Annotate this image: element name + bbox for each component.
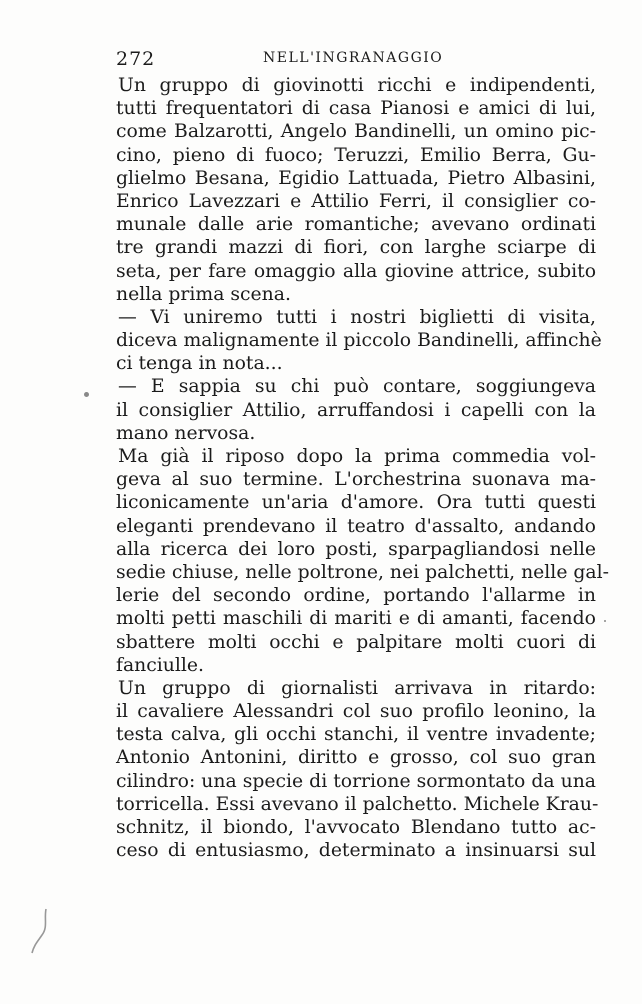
page-header: [116, 48, 596, 72]
text-line: glielmo Besana, Egidio Lattuada, Pietro Albasini,: [116, 167, 596, 189]
print-speck: [604, 620, 606, 622]
text-line: sedie chiuse, nelle poltrone, nei palchetti, nelle gal-: [116, 561, 609, 583]
text-line: lerie del secondo ordine, portando l'allarme in: [116, 585, 596, 607]
text-line: alla ricerca dei loro posti, sparpagliandosi nelle: [116, 538, 596, 560]
text-line: come Balzarotti, Angelo Bandinelli, un omino pic-: [116, 121, 596, 143]
text-line: Enrico Lavezzari e Attilio Ferri, il consiglier co-: [116, 190, 596, 212]
text-line: Un gruppo di giovinotti ricchi e indipendenti,: [118, 75, 596, 96]
text-line: cino, pieno di fuoco; Teruzzi, Emilio Berra, Gu-: [116, 144, 596, 166]
text-line: Un gruppo di giornalisti arrivava in ritardo:: [118, 677, 596, 699]
text-line: sbattere molti occhi e palpitare molti cuori di: [116, 631, 596, 653]
text-line: geva al suo termine. L'orchestrina suonava ma-: [116, 469, 596, 491]
text-line: molti petti maschili di mariti e di amanti, facendo: [116, 608, 596, 630]
text-line: fanciulle.: [116, 654, 204, 676]
running-title: NELL'INGRANAGGIO: [263, 50, 444, 66]
text-line: ceso di entusiasmo, determinato a insinuarsi sul: [116, 840, 596, 862]
text-line: torricella. Essi avevano il palchetto. Michele Krau-: [116, 793, 599, 815]
text-line: — E sappia su chi può contare, soggiungeva: [118, 376, 596, 398]
text-line: il consiglier Attilio, arruffandosi i capelli con la: [116, 399, 596, 421]
text-line: Ma già il riposo dopo la prima commedia vol-: [118, 446, 596, 467]
text-line: ci tenga in nota...: [116, 353, 283, 375]
text-line: testa calva, gli occhi stanchi, il ventre invadente;: [116, 724, 596, 746]
text-line: munale dalle arie romantiche; avevano ordinati: [116, 214, 596, 236]
text-line: — Vi uniremo tutti i nostri biglietti di visita,: [118, 306, 596, 328]
text-line: tutti frequentatori di casa Pianosi e amici di lui,: [116, 98, 596, 120]
text-line: schnitz, il biondo, l'avvocato Blendano tutto ac-: [116, 817, 596, 838]
text-line: mano nervosa.: [116, 422, 256, 444]
ink-mark: [28, 905, 52, 957]
page-number: 272: [116, 48, 156, 70]
text-line: nella prima scena.: [116, 283, 291, 305]
print-speck: [84, 392, 89, 397]
text-line: diceva malignamente il piccolo Bandinelli, affinchè: [116, 330, 602, 352]
text-line: seta, per fare omaggio alla giovine attrice, subito: [116, 260, 596, 282]
text-line: il cavaliere Alessandri col suo profilo leonino, la: [116, 701, 596, 723]
body-text: [116, 74, 609, 862]
text-line: cilindro: una specie di torrione sormontato da una: [116, 770, 596, 792]
text-line: eleganti prendevano il teatro d'assalto, andando: [116, 515, 596, 537]
text-line: Antonio Antonini, diritto e grosso, col suo gran: [116, 747, 596, 769]
text-line: liconicamente un'aria d'amore. Ora tutti questi: [116, 492, 596, 514]
text-line: tre grandi mazzi di fiori, con larghe sciarpe di: [116, 237, 596, 259]
